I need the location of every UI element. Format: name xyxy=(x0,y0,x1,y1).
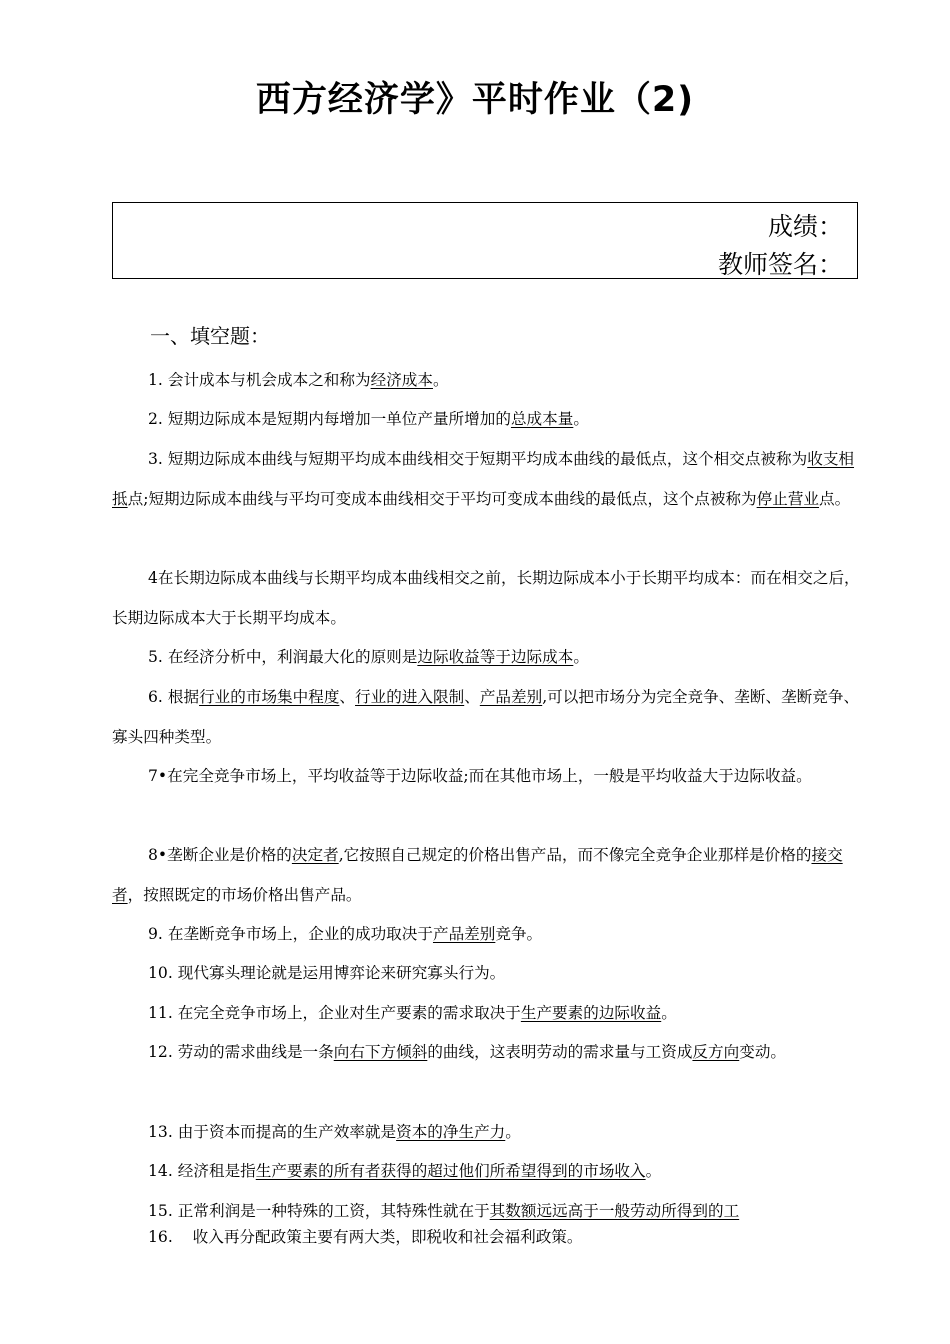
question-text: 变动。 xyxy=(739,1043,787,1061)
section-title-fill-blank: 一、填空题： xyxy=(150,324,270,348)
question-text: 由于资本而提高的生产效率就是 xyxy=(177,1123,397,1141)
answer-blank: 产品差别 xyxy=(432,925,496,943)
question-text: 根据 xyxy=(167,688,200,706)
answer-blank: 生产要素的边际收益 xyxy=(520,1004,662,1022)
answer-blank: 停止营业 xyxy=(756,489,820,508)
question-text: 劳动的需求曲线是一条 xyxy=(177,1043,334,1061)
question-text: 现代寡头理论就是运用博弈论来研究寡头行为。 xyxy=(177,964,506,982)
question-number: 16. xyxy=(148,1228,173,1246)
question-text: 经济租是指 xyxy=(177,1162,256,1180)
question-6 xyxy=(112,678,862,757)
answer-blank: 接交者 xyxy=(112,846,843,904)
question-text: 短期边际成本曲线与短期平均成本曲线相交于短期平均成本曲线的最低点，这个相交点被称为 xyxy=(167,450,808,468)
question-number: 1. xyxy=(148,371,163,389)
question-11 xyxy=(112,994,862,1034)
question-9 xyxy=(112,915,862,955)
question-text: 竞争。 xyxy=(495,925,543,943)
answer-blank: 收支相抵 xyxy=(112,450,855,508)
question-text: 、 xyxy=(464,688,480,706)
question-text: 在经济分析中，利润最大化的原则是 xyxy=(167,648,418,666)
question-text: 。 xyxy=(505,1123,521,1141)
teacher-signature-label: 教师签名： xyxy=(717,250,843,279)
question-1 xyxy=(112,361,862,401)
question-text: ,可以把市场分为完全竞争、垄断、垄断竞争、寡头四种类型。 xyxy=(112,688,860,746)
grade-label: 成绩： xyxy=(767,212,843,241)
answer-blank: 行业的市场集中程度 xyxy=(199,688,340,706)
answer-blank: 其数额远远高于一般劳动所得到的工 xyxy=(489,1202,740,1220)
question-number: 5. xyxy=(148,648,163,666)
answer-blank: 反方向 xyxy=(692,1043,740,1061)
question-number: 7• xyxy=(148,767,168,785)
answer-blank: 决定者 xyxy=(291,846,339,864)
question-number: 12. xyxy=(148,1043,173,1061)
question-text: 点。 xyxy=(819,489,851,508)
question-text: 。 xyxy=(573,410,589,428)
answer-blank: 生产要素的所有者获得的超过他们所希望得到的市场收入 xyxy=(255,1162,646,1180)
question-text: 在垄断竞争市场上，企业的成功取决于 xyxy=(167,925,433,943)
answer-blank: 向右下方倾斜 xyxy=(333,1043,428,1061)
question-text: 短期边际成本是短期内每增加一单位产量所增加的 xyxy=(167,410,511,428)
question-text: ,它按照自己规定的价格出售产品，而不像完全竞争企业那样是价格的 xyxy=(338,846,812,864)
question-text: 。 xyxy=(432,371,449,389)
question-14 xyxy=(112,1152,862,1192)
question-number: 10. xyxy=(148,964,173,982)
question-text: 。 xyxy=(573,648,589,666)
question-3 xyxy=(112,440,862,519)
question-7 xyxy=(112,757,862,797)
question-text: 的曲线，这表明劳动的需求量与工资成 xyxy=(427,1043,693,1061)
question-text: 垄断企业是价格的 xyxy=(167,846,292,864)
question-text: 、 xyxy=(339,688,356,706)
question-number: 14. xyxy=(148,1162,173,1180)
question-text: 在长期边际成本曲线与长期平均成本曲线相交之前，长期边际成本小于长期平均成本：而在相交之后，长期边际成本大于长期平均成本。 xyxy=(112,569,860,627)
question-number: 11. xyxy=(148,1004,173,1022)
grade-box xyxy=(112,202,858,279)
answer-blank: 产品差别 xyxy=(479,688,543,706)
question-12 xyxy=(112,1033,862,1073)
question-number: 4 xyxy=(148,569,158,587)
question-13 xyxy=(112,1113,862,1153)
answer-blank: 资本的净生产力 xyxy=(396,1123,506,1141)
question-number: 9. xyxy=(148,925,163,943)
question-4 xyxy=(112,559,862,638)
question-text: 在完全竞争市场上，平均收益等于边际收益;而在其他市场上，一般是平均收益大于边际收益。 xyxy=(167,767,812,785)
question-text: 收入再分配政策主要有两大类，即税收和社会福利政策。 xyxy=(192,1228,583,1246)
question-number: 3. xyxy=(148,450,163,468)
answer-blank: 总成本量 xyxy=(510,410,574,428)
question-text: 。 xyxy=(661,1004,677,1022)
question-number: 8• xyxy=(148,846,168,864)
question-8 xyxy=(112,836,862,915)
question-text: 正常利润是一种特殊的工资，其特殊性就在于 xyxy=(177,1202,490,1220)
question-2 xyxy=(112,400,862,440)
question-5 xyxy=(112,638,862,678)
question-text: 点;短期边际成本曲线与平均可变成本曲线相交于平均可变成本曲线的最低点，这个点被称为 xyxy=(127,489,757,508)
question-text: 在完全竞争市场上，企业对生产要素的需求取决于 xyxy=(177,1004,521,1022)
question-text: ，按照既定的市场价格出售产品。 xyxy=(127,885,362,904)
question-number: 6. xyxy=(148,688,163,706)
answer-blank: 经济成本 xyxy=(370,371,433,389)
question-text: 会计成本与机会成本之和称为 xyxy=(167,371,371,389)
question-number: 2. xyxy=(148,410,163,428)
document-title: 西方经济学》平时作业（2) xyxy=(255,80,695,120)
question-number: 13. xyxy=(148,1123,173,1141)
answer-blank: 行业的进入限制 xyxy=(355,688,465,706)
question-16 xyxy=(112,1218,862,1258)
question-10 xyxy=(112,954,862,994)
question-number: 15. xyxy=(148,1202,173,1220)
question-text: 。 xyxy=(645,1162,662,1180)
answer-blank: 边际收益等于边际成本 xyxy=(417,648,574,666)
